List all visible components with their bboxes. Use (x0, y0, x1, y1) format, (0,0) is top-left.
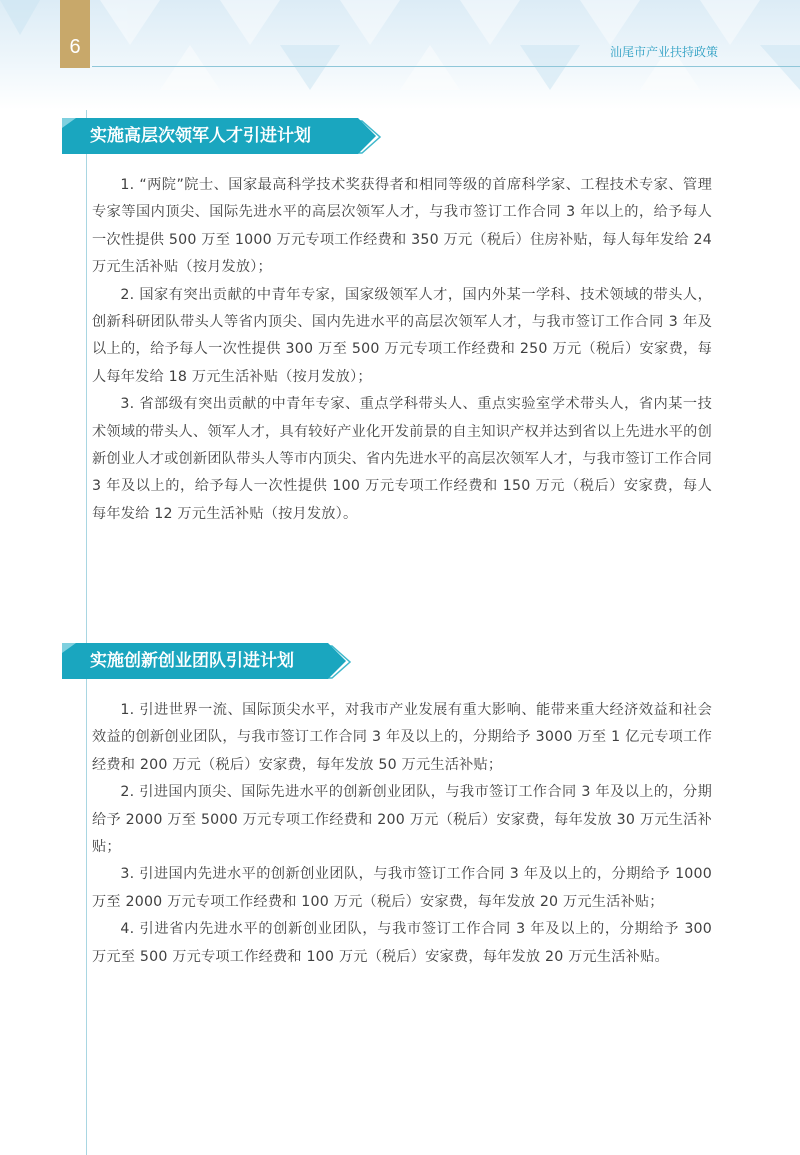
section-1-body (92, 172, 712, 528)
section-2-paragraph-2: 2. 引进国内顶尖、国际先进水平的创新创业团队，与我市签订工作合同 3 年及以上的，分期给予 2000 万至 5000 万元专项工作经费和 200 万元（税后）安家费，每年发放 30 万元生活补贴； (92, 784, 712, 856)
header-divider (92, 66, 800, 67)
section-1-paragraph-3: 3. 省部级有突出贡献的中青年专家、重点学科带头人、重点实验室学术带头人，省内某一技术领域的带头人、领军人才，具有较好产业化开发前景的自主知识产权并达到省以上先进水平的创新创业人才或创新团队带头人等市内顶尖、省内先进水平的高层次领军人才，与我市签订工作合同 3 年及以上的，给予每人一次性提供 100 万元专项工作经费和 150 万元（税后）安家费，每人每年发给 12 万元生活补贴（按月发放）。 (92, 396, 712, 522)
section-2-paragraph-3: 3. 引进国内先进水平的创新创业团队，与我市签订工作合同 3 年及以上的，分期给予 1000 万至 2000 万元专项工作经费和 100 万元（税后）安家费，每年发放 20 万元生活补贴； (92, 866, 712, 910)
section-2-body (92, 697, 712, 971)
left-margin-line (86, 110, 87, 1155)
page-number: 6 (69, 36, 81, 58)
section-1-paragraph-2: 2. 国家有突出贡献的中青年专家，国家级领军人才，国内外某一学科、技术领域的带头人，创新科研团队带头人等省内顶尖、国内先进水平的高层次领军人才，与我市签订工作合同 3 年及以上的，给予每人一次性提供 300 万至 500 万元专项工作经费和 250 万元（税后）安家费，每人每年发给 18 万元生活补贴（按月发放）； (92, 286, 712, 385)
section-2-paragraph-1: 1. 引进世界一流、国际顶尖水平，对我市产业发展有重大影响、能带来重大经济效益和社会效益的创新创业团队，与我市签订工作合同 3 年及以上的，分期给予 3000 万至 1 亿元专项工作经费和 200 万元（税后）安家费，每年发放 50 万元生活补贴； (92, 702, 712, 773)
running-title: 汕尾市产业扶持政策 (609, 45, 718, 59)
section-1-title: 实施高层次领军人才引进计划 (90, 126, 311, 146)
section-1-banner (62, 118, 392, 156)
section-1-paragraph-1: 1. “两院”院士、国家最高科学技术奖获得者和相同等级的首席科学家、工程技术专家、管理专家等国内顶尖、国际先进水平的高层次领军人才，与我市签订工作合同 3 年以上的，给予每人一次性提供 500 万至 1000 万元专项工作经费和 350 万元（税后）住房补贴，每人每年发给 24 万元生活补贴（按月发放）； (92, 177, 712, 276)
section-2-paragraph-4: 4. 引进省内先进水平的创新创业团队，与我市签订工作合同 3 年及以上的，分期给予 300 万元至 500 万元专项工作经费和 100 万元（税后）安家费，每年发放 20 万元生活补贴。 (92, 921, 712, 965)
section-2-title: 实施创新创业团队引进计划 (90, 651, 294, 671)
section-2-banner (62, 643, 362, 681)
